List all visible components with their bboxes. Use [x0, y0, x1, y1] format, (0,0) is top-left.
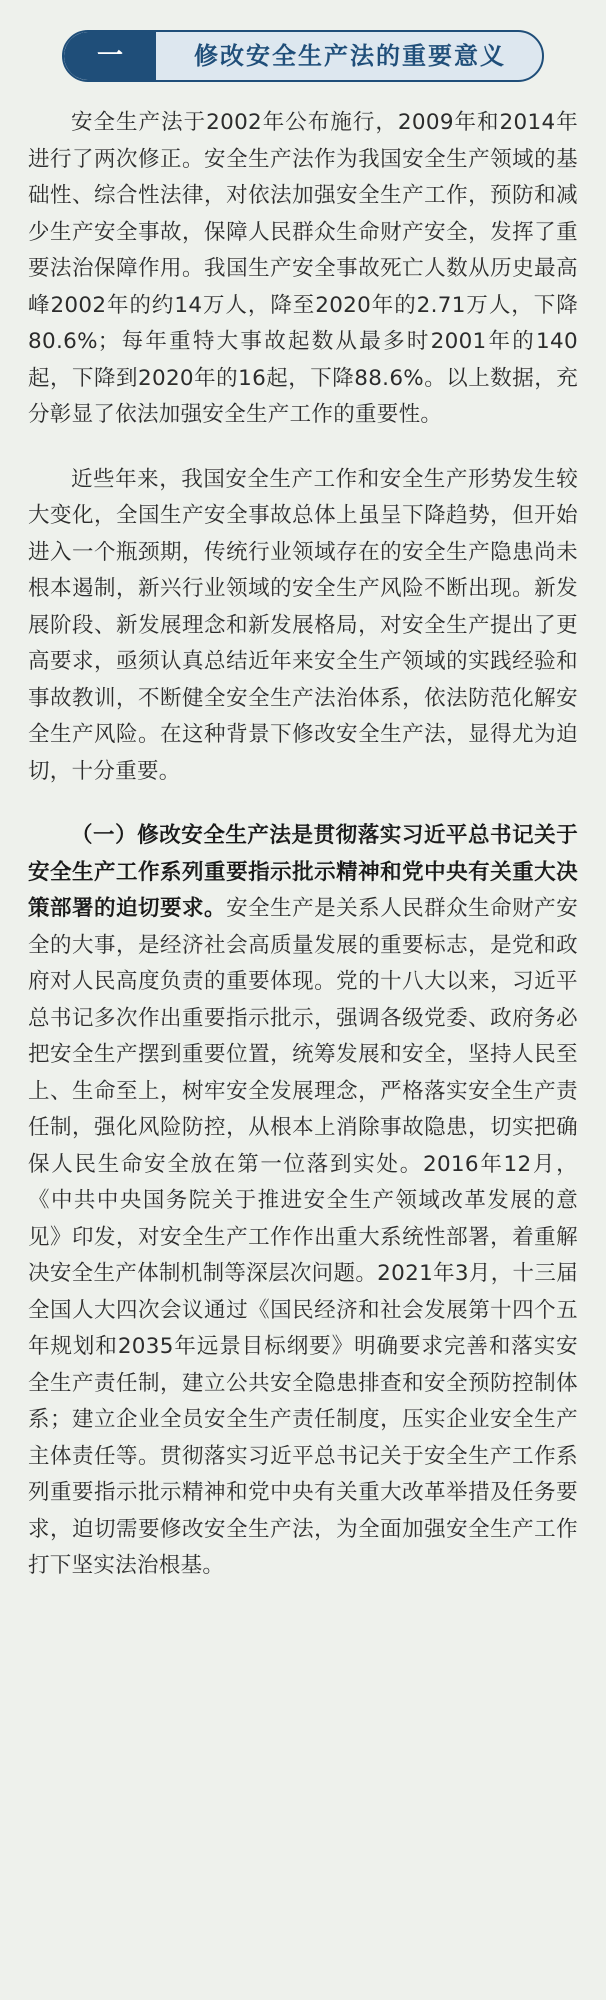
paragraph-recent-situation: 近些年来，我国安全生产工作和安全生产形势发生较大变化，全国生产安全事故总体上虽呈下降趋势，但开始进入一个瓶颈期，传统行业领域存在的安全生产隐患尚未根本遏制，新兴行业领域的安全生产风险不断出现。新发展阶段、新发展理念和新发展格局，对安全生产提出了更高要求，亟须认真总结近年来安全生产领域的实践经验和事故教训，不断健全安全生产法治体系，依法防范化解安全生产风险。在这种背景下修改安全生产法，显得尤为迫切，十分重要。: [28, 466, 578, 784]
paragraph-history: 安全生产法于2002年公布施行，2009年和2014年进行了两次修正。安全生产法作为我国安全生产领域的基础性、综合性法律，对依法加强安全生产工作，预防和减少生产安全事故，保障人民群众生命财产安全，发挥了重要法治保障作用。我国生产安全事故死亡人数从历史最高峰2002年的约14万人，降至2020年的2.71万人，下降80.6%；每年重特大事故起数从最多时2001年的140起，下降到2020年的16起，下降88.6%。以上数据，充分彰显了依法加强安全生产工作的重要性。: [28, 110, 578, 427]
article-body: [28, 105, 578, 1613]
section-title: 修改安全生产法的重要意义: [194, 42, 506, 70]
section-header-banner: [62, 30, 544, 82]
section-number: 一: [64, 32, 156, 80]
paragraph-requirement-one: [28, 818, 578, 1585]
paragraph-body-text: 安全生产是关系人民群众生命财产安全的大事，是经济社会高质量发展的重要标志，是党和政府对人民高度负责的重要体现。党的十八大以来，习近平总书记多次作出重要指示批示，强调各级党委、政府务必把安全生产摆到重要位置，统筹发展和安全，坚持人民至上、生命至上，树牢安全发展理念，严格落实安全生产责任制，强化风险防控，从根本上消除事故隐患，切实把确保人民生命安全放在第一位落到实处。2016年12月，《中共中央国务院关于推进安全生产领域改革发展的意见》印发，对安全生产工作作出重大系统性部署，着重解决安全生产体制机制等深层次问题。2021年3月，十三届全国人大四次会议通过《国民经济和社会发展第十四个五年规划和2035年远景目标纲要》明确要求完善和落实安全生产责任制，建立公共安全隐患排查和安全预防控制体系；建立企业全员安全生产责任制度，压实企业安全生产主体责任等。贯彻落实习近平总书记关于安全生产工作系列重要指示批示精神和党中央有关重大改革举措及任务要求，迫切需要修改安全生产法，为全面加强安全生产工作打下坚实法治根基。: [28, 896, 578, 1578]
paragraph-lead-bold: （一）修改安全生产法是贯彻落实习近平总书记关于安全生产工作系列重要指示批示精神和党中央有关重大决策部署的迫切要求。: [28, 823, 578, 921]
